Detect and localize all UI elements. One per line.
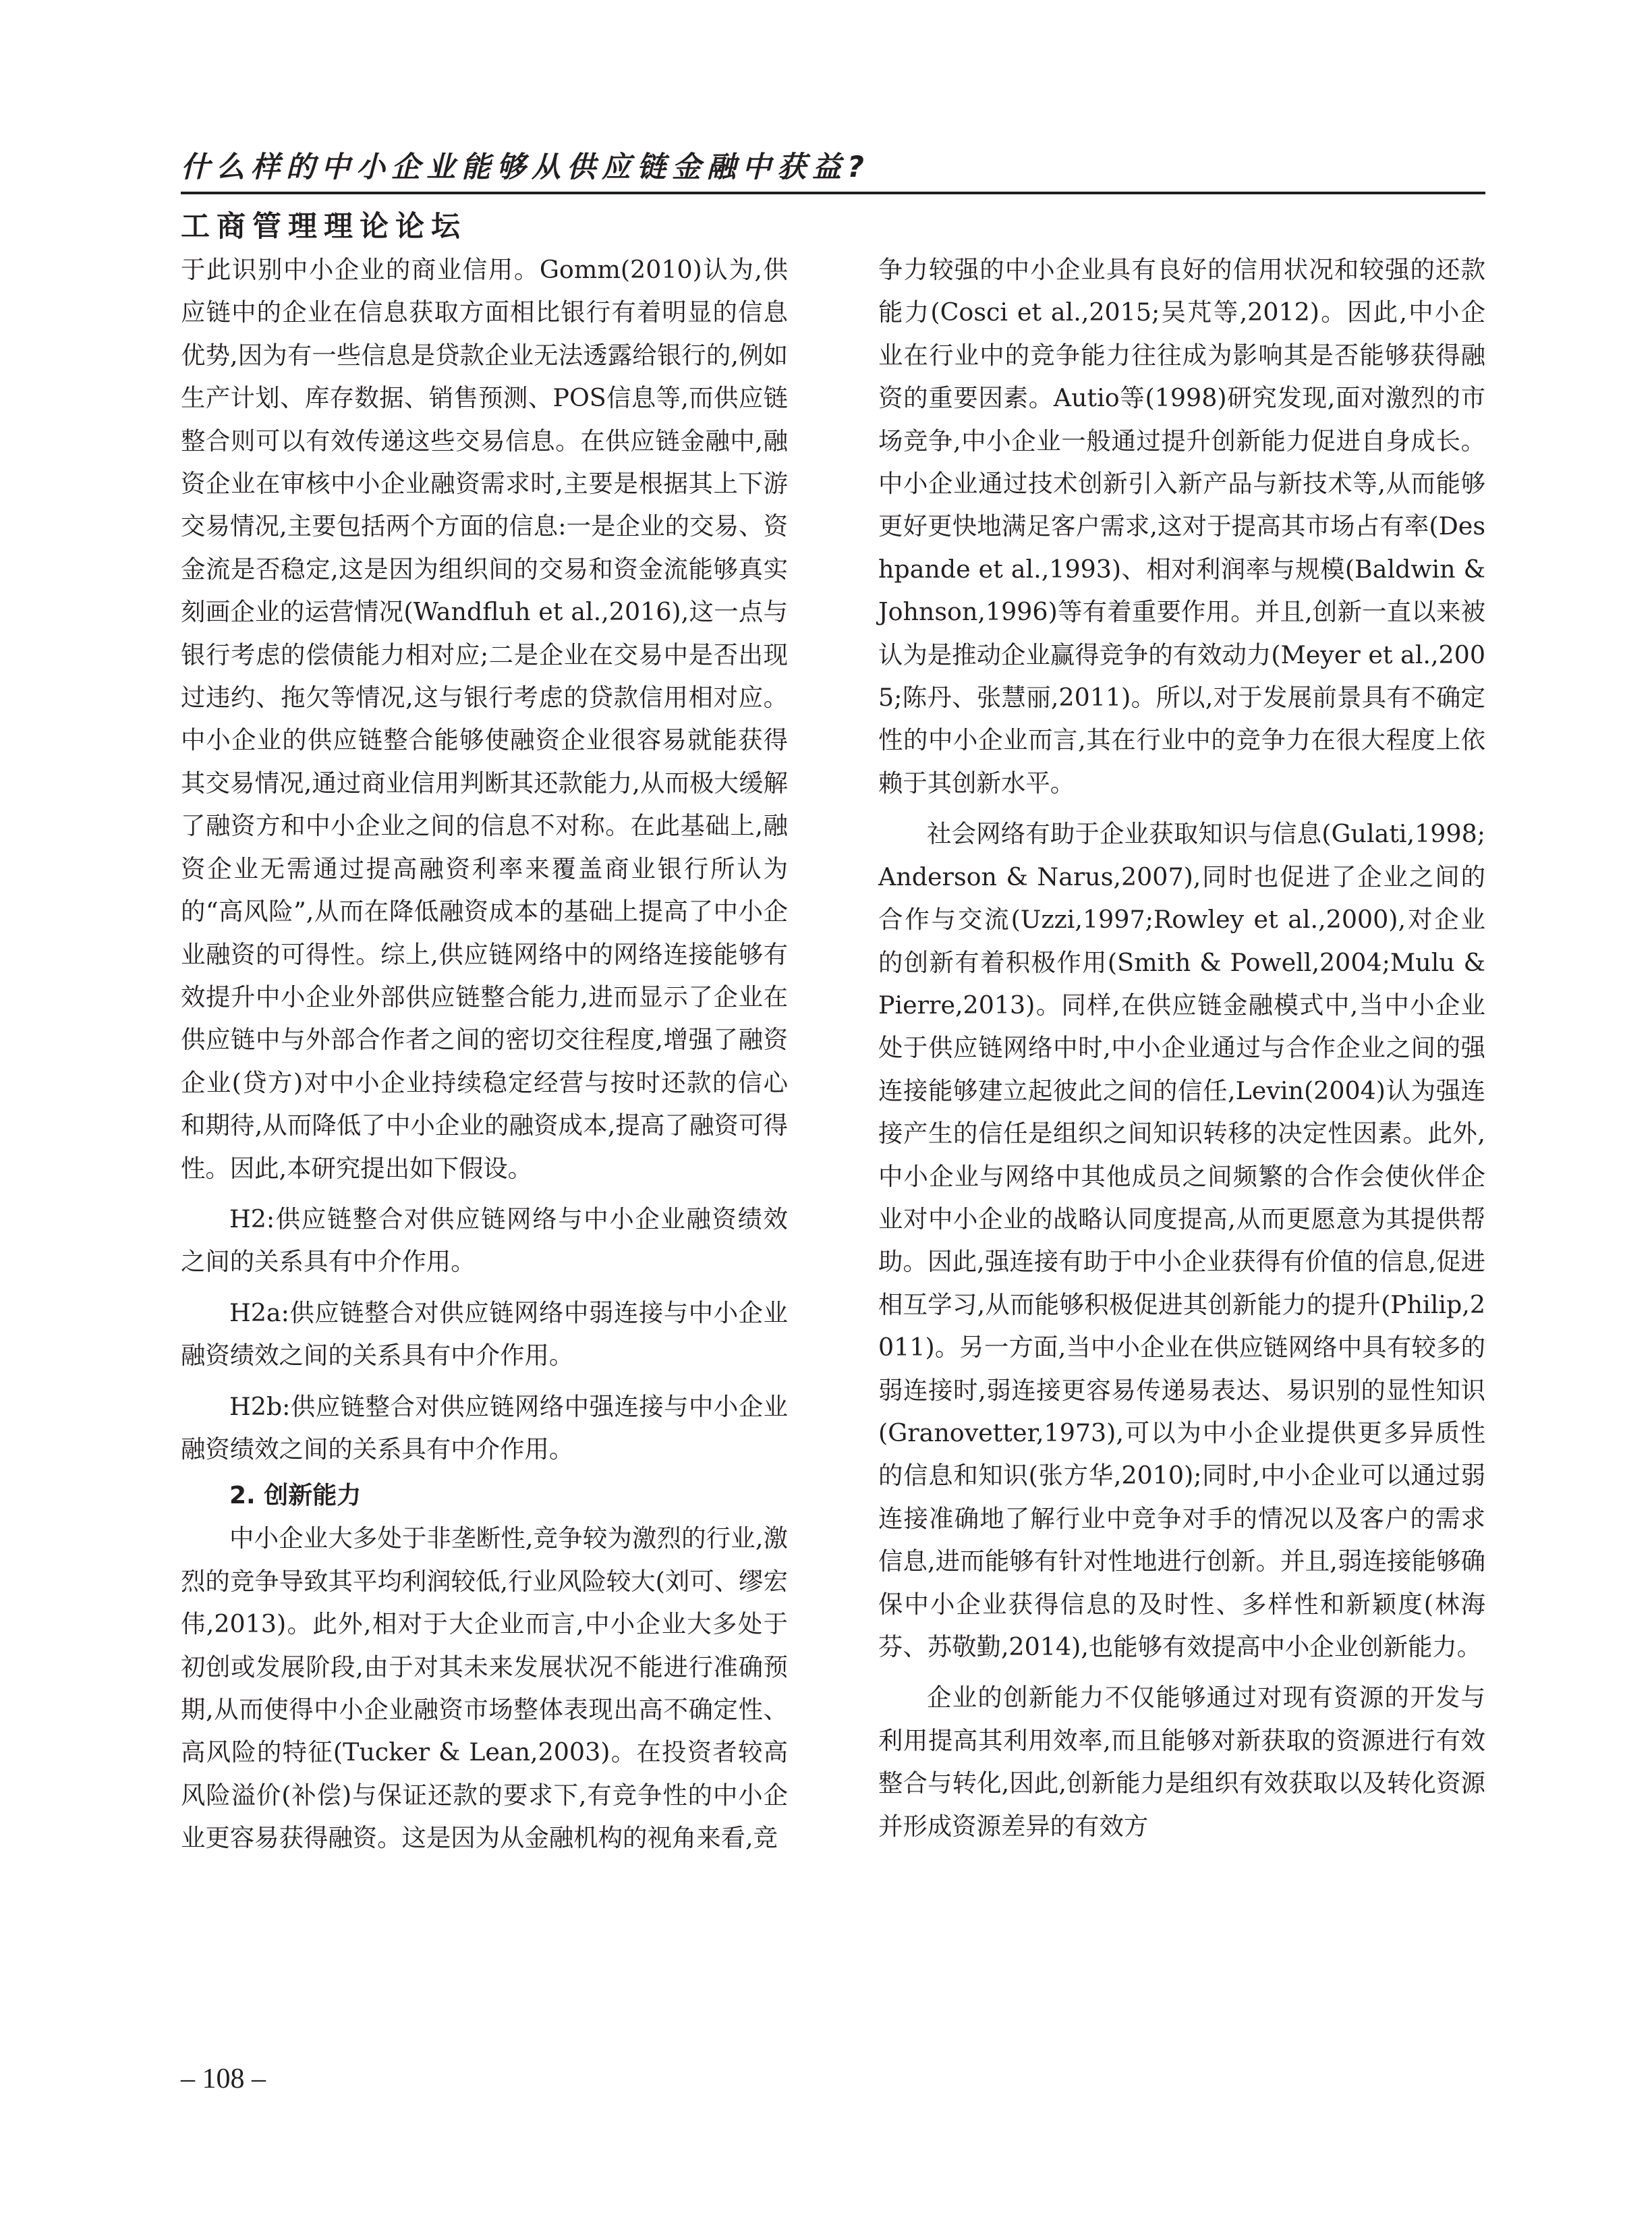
- left-column: [181, 248, 788, 1860]
- right-column: [878, 248, 1485, 1847]
- paragraph: 于此识别中小企业的商业信用。Gomm(2010)认为,供应链中的企业在信息获取方面相比银行有着明显的信息优势,因为有一些信息是贷款企业无法透露给银行的,例如生产计划、库存数据、销售预测、POS信息等,而供应链整合则可以有效传递这些交易信息。在供应链金融中,融资企业在审核中小企业融资需求时,主要是根据其上下游交易情况,主要包括两个方面的信息:一是企业的交易、资金流是否稳定,这是因为组织间的交易和资金流能够真实刻画企业的运营情况(Wandfluh et al.,2016),这一点与银行考虑的偿债能力相对应;二是企业在交易中是否出现过违约、拖欠等情况,这与银行考虑的贷款信用相对应。中小企业的供应链整合能够使融资企业很容易就能获得其交易情况,通过商业信用判断其还款能力,从而极大缓解了融资方和中小企业之间的信息不对称。在此基础上,融资企业无需通过提高融资利率来覆盖商业银行所认为的“高风险”,从而在降低融资成本的基础上提高了中小企业融资的可得性。综上,供应链网络中的网络连接能够有效提升中小企业外部供应链整合能力,进而显示了企业在供应链中与外部合作者之间的密切交往程度,增强了融资企业(贷方)对中小企业持续稳定经营与按时还款的信心和期待,从而降低了中小企业的融资成本,提高了融资可得性。因此,本研究提出如下假设。: [181, 255, 788, 1183]
- hypothesis-h2b: H2b:供应链整合对供应链网络中强连接与中小企业融资绩效之间的关系具有中介作用。: [181, 1391, 788, 1464]
- running-title: 什么样的中小企业能够从供应链金融中获益?: [181, 150, 870, 184]
- hypothesis-h2a: H2a:供应链整合对供应链网络中弱连接与中小企业融资绩效之间的关系具有中介作用。: [181, 1298, 788, 1370]
- paragraph: 企业的创新能力不仅能够通过对现有资源的开发与利用提高其利用效率,而且能够对新获取的资源进行有效整合与转化,因此,创新能力是组织有效获取以及转化资源并形成资源差异的有效方: [878, 1683, 1485, 1841]
- section-name: 工商管理理论论坛: [181, 210, 467, 244]
- paragraph: 社会网络有助于企业获取知识与信息(Gulati,1998;Anderson & Narus,2007),同时也促进了企业之间的合作与交流(Uzzi,1997;Rowley et al.,2000),对企业的创新有着积极作用(Smith & Powell,2004;Mulu & Pierre,2013)。同样,在供应链金融模式中,当中小企业处于供应链网络中时,中小企业通过与合作企业之间的强连接能够建立起彼此之间的信任,Levin(2004)认为强连接产生的信任是组织之间知识转移的决定性因素。此外,中小企业与网络中其他成员之间频繁的合作会使伙伴企业对中小企业的战略认同度提高,从而更愿意为其提供帮助。因此,强连接有助于中小企业获得有价值的信息,促进相互学习,从而能够积极促进其创新能力的提升(Philip,2011)。另一方面,当中小企业在供应链网络中具有较多的弱连接时,弱连接更容易传递易表达、易识别的显性知识(Granovetter,1973),可以为中小企业提供更多异质性的信息和知识(张方华,2010);同时,中小企业可以通过弱连接准确地了解行业中竞争对手的情况以及客户的需求信息,进而能够有针对性地进行创新。并且,弱连接能够确保中小企业获得信息的及时性、多样性和新颖度(林海芬、苏敬勤,2014),也能够有效提高中小企业创新能力。: [878, 819, 1485, 1661]
- paragraph: 争力较强的中小企业具有良好的信用状况和较强的还款能力(Cosci et al.,2015;吴芃等,2012)。因此,中小企业在行业中的竞争能力往往成为影响其是否能够获得融资的重要因素。Autio等(1998)研究发现,面对激烈的市场竞争,中小企业一般通过提升创新能力促进自身成长。中小企业通过技术创新引入新产品与新技术等,从而能够更好更快地满足客户需求,这对于提高其市场占有率(Deshpande et al.,1993)、相对利润率与规模(Baldwin & Johnson,1996)等有着重要作用。并且,创新一直以来被认为是推动企业赢得竞争的有效动力(Meyer et al.,2005;陈丹、张慧丽,2011)。所以,对于发展前景具有不确定性的中小企业而言,其在行业中的竞争力在很大程度上依赖于其创新水平。: [878, 255, 1485, 798]
- header-rule: [181, 192, 1485, 194]
- page-number: – 108 –: [181, 2063, 266, 2094]
- subheading: 2. 创新能力: [229, 1482, 362, 1510]
- hypothesis-h2: H2:供应链整合对供应链网络与中小企业融资绩效之间的关系具有中介作用。: [181, 1204, 788, 1277]
- paragraph: 中小企业大多处于非垄断性,竞争较为激烈的行业,激烈的竞争导致其平均利润较低,行业风险较大(刘可、缪宏伟,2013)。此外,相对于大企业而言,中小企业大多处于初创或发展阶段,由于对其未来发展状况不能进行准确预期,从而使得中小企业融资市场整体表现出高不确定性、高风险的特征(Tucker & Lean,2003)。在投资者较高风险溢价(补偿)与保证还款的要求下,有竞争性的中小企业更容易获得融资。这是因为从金融机构的视角来看,竞: [181, 1524, 788, 1853]
